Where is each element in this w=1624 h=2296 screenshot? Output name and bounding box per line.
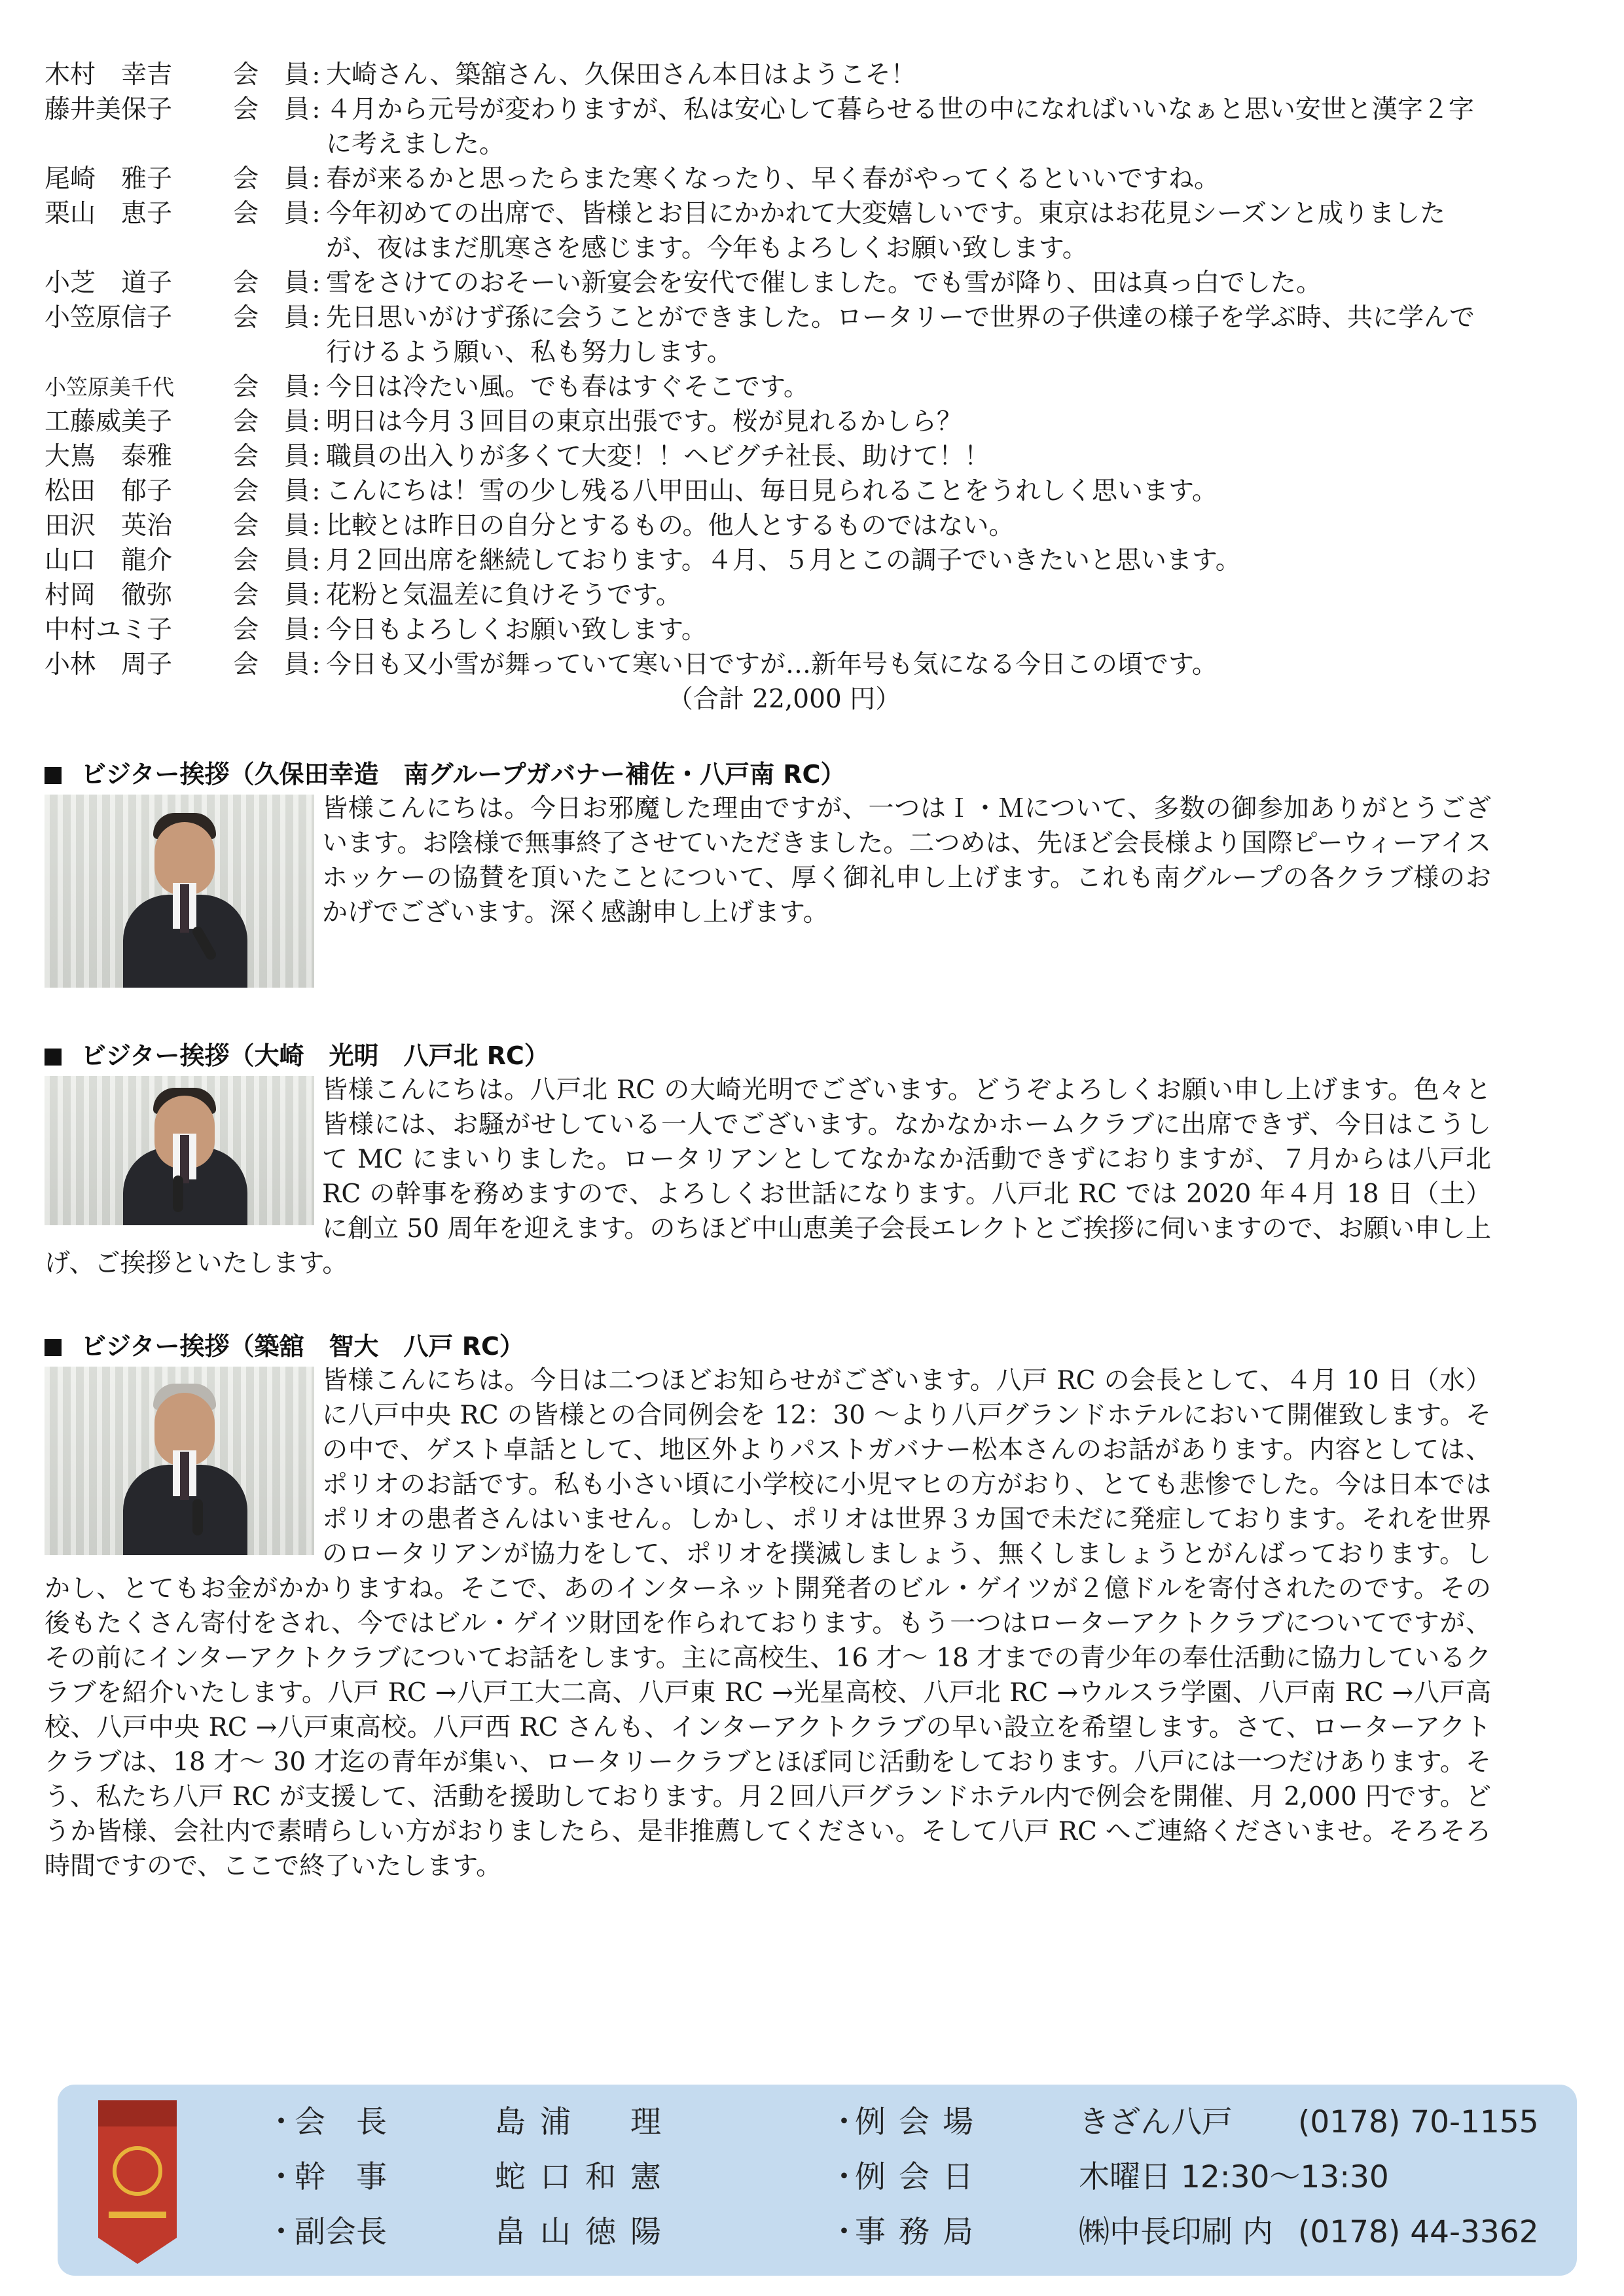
vice-president-name: 畠山徳陽 — [495, 2214, 676, 2250]
separator: : — [312, 164, 321, 194]
greeting-text: 皆様こんにちは。今日お邪魔した理由ですが、一つはＩ・Ｍについて、多数の御参加ありがとうございます。お陰様で無事終了させていただきました。二つめは、先ほど会長様より国際ピーウィーアイスホッケーの協賛を頂いたことについて、厚く御礼申し上げます。これも南グループの各クラブ様のおかげでございます。深く感謝申し上げます。 — [322, 794, 1491, 927]
remark-item — [45, 370, 1491, 404]
member-role: 会 員 — [233, 442, 310, 471]
member-name: 工藤威美子 — [45, 407, 173, 437]
venue-phone: (0178) 70-1155 — [1298, 2104, 1539, 2140]
square-bullet-icon — [45, 767, 62, 784]
remark-item — [45, 266, 1491, 300]
label-venue: 例会場 — [855, 2104, 986, 2140]
member-name: 小芝 道子 — [45, 268, 173, 298]
remark-text: 雪をさけてのおそーい新宴会を安代で催しました。でも雪が降り、田は真っ白でした。 — [326, 268, 1322, 298]
remark-item — [45, 92, 1491, 162]
member-role: 会 員 — [233, 511, 310, 541]
member-name: 小笠原美千代 — [45, 374, 174, 400]
remark-item — [45, 58, 1491, 92]
section-heading-text: ビジター挨拶（大崎 光明 八戸北 RC） — [81, 1041, 549, 1070]
remark-item — [45, 474, 1491, 509]
separator: : — [312, 95, 321, 124]
member-name: 中村ユミ子 — [45, 615, 173, 645]
member-name: 小笠原信子 — [45, 303, 173, 332]
remark-text: 明日は今月３回目の東京出張です。桜が見れるかしら？ — [326, 407, 962, 437]
remark-text: 比較とは昨日の自分とするもの。他人とするものではない。 — [326, 511, 1015, 541]
member-name: 藤井美保子 — [45, 95, 173, 124]
remark-text: ４月から元号が変わりますが、私は安心して暮らせる世の中になればいいなぁと思い安世と漢字２字に考えました。 — [326, 95, 1474, 159]
separator: : — [312, 303, 321, 332]
visitor-greeting-osaki — [45, 1039, 1491, 1281]
label-president: 会 長 — [295, 2104, 387, 2140]
speaker-photo — [45, 795, 314, 988]
member-role: 会 員 — [233, 407, 310, 437]
remark-item — [45, 162, 1491, 196]
member-role: 会 員 — [233, 476, 310, 506]
member-name: 尾崎 雅子 — [45, 164, 173, 194]
separator: : — [312, 199, 321, 228]
bullet: ・ — [829, 2159, 859, 2195]
remark-text: 月２回出席を継続しております。４月、５月とこの調子でいきたいと思います。 — [326, 546, 1241, 575]
member-role: 会 員 — [233, 164, 310, 194]
office-name: ㈱中長印刷 内 — [1079, 2214, 1273, 2250]
member-name: 田沢 英治 — [45, 511, 173, 541]
member-role: 会 員 — [233, 60, 310, 90]
bullet: ・ — [829, 2104, 859, 2140]
section-heading — [45, 1039, 1491, 1073]
footer-row — [58, 2103, 1577, 2142]
total-amount: （合計 22,000 円） — [667, 685, 901, 714]
member-role: 会 員 — [233, 581, 310, 610]
separator: : — [312, 372, 321, 402]
secretary-name: 蛇口和憲 — [495, 2159, 676, 2195]
section-heading — [45, 1329, 1491, 1363]
office-phone: (0178) 44-3362 — [1298, 2214, 1539, 2250]
greeting-text: 皆様こんにちは。八戸北 RC の大崎光明でございます。どうぞよろしくお願い申し上げます。色々と皆様には、お騒がせしている一人でございます。なかなかホームクラブに出席できず、今日はこうして MC にまいりました。ロータリアンとしてなかなか活動できずにおりますが、７月からは八戸北 RC の幹事を務めますので、よろしくお世話になります。八戸北 RC では 2020 年４月 18 日（土）に創立 50 周年を迎えます。のちほど中山恵美子会長エレクトとご挨拶に伺いますので、お願い申し上げ、ご挨拶といたします。 — [45, 1075, 1491, 1278]
bullet: ・ — [266, 2104, 297, 2140]
visitor-greeting-tsukidate — [45, 1329, 1491, 1884]
member-role: 会 員 — [233, 546, 310, 575]
separator: : — [312, 60, 321, 90]
member-role: 会 員 — [233, 650, 310, 679]
remark-text: 職員の出入りが多くて大変！！ヘビグチ社長、助けて！！ — [326, 442, 990, 471]
separator: : — [312, 268, 321, 298]
meeting-day: 木曜日 12:30～13:30 — [1079, 2159, 1389, 2195]
greeting-text: 皆様こんにちは。今日は二つほどお知らせがございます。八戸 RC の会長として、４月 10 日（水）に八戸中央 RC の皆様との合同例会を 12：30 ～より八戸グランドホテルにおいて開催致します。その中で、ゲスト卓話として、地区外よりパストガバナー松本さんのお話があります。内容としては、ポリオのお話です。私も小さい頃に小学校に小児マヒの方がおり、とても悲惨でした。今は日本ではポリオの患者さんはいません。しかし、ポリオは世界３カ国で未だに発症しております。それを世界のロータリアンが協力をして、ポリオを撲滅しましょう、無くしましょうとがんばっております。しかし、とてもお金がかかりますね。そこで、あのインターネット開発者のビル・ゲイツが２億ドルを寄付されたのです。その後もたくさん寄付をされ、今ではビル・ゲイツ財団を作られております。もう一つはローターアクトクラブについてですが、その前にインターアクトクラブについてお話をします。主に高校生、16 才～ 18 才までの青少年の奉仕活動に協力しているクラブを紹介いたします。八戸 RC →八戸工大二高、八戸東 RC →光星高校、八戸北 RC →ウルスラ学園、八戸南 RC →八戸高校、八戸中央 RC →八戸東高校。八戸西 RC さんも、インターアクトクラブの早い設立を希望します。さて、ローターアクトクラブは、18 才～ 30 才迄の青年が集い、ロータリークラブとほぼ同じ活動をしております。八戸には一つだけあります。そう、私たち八戸 RC が支援して、活動を援助しております。月２回八戸グランドホテル内で例会を開催、月 2,000 円です。どうか皆様、会社内で素晴らしい方がおりましたら、是非推薦してください。そして八戸 RC へご連絡くださいませ。そろそろ時間ですので、ここで終了いたします。 — [45, 1366, 1491, 1881]
member-role: 会 員 — [233, 199, 310, 228]
member-role: 会 員 — [233, 95, 310, 124]
label-vice-president: 副会長 — [295, 2214, 387, 2250]
remark-item — [45, 509, 1491, 543]
remark-item — [45, 439, 1491, 474]
remark-text: こんにちは！雪の少し残る八甲田山、毎日見られることをうれしく思います。 — [326, 476, 1218, 506]
remark-item — [45, 647, 1491, 682]
footer-row — [58, 2213, 1577, 2252]
separator: : — [312, 615, 321, 645]
member-name: 大嶌 泰雅 — [45, 442, 173, 471]
remark-item — [45, 578, 1491, 613]
remark-text: 春が来るかと思ったらまた寒くなったり、早く春がやってくるといいですね。 — [326, 164, 1220, 194]
page-content — [45, 58, 1491, 1884]
section-heading — [45, 757, 1491, 791]
separator: : — [312, 407, 321, 437]
member-name: 村岡 徹弥 — [45, 581, 173, 610]
separator: : — [312, 442, 321, 471]
remark-item — [45, 404, 1491, 439]
visitor-greeting-kubota — [45, 757, 1491, 993]
bullet: ・ — [266, 2214, 297, 2250]
remark-text: 先日思いがけず孫に会うことができました。ロータリーで世界の子供達の様子を学ぶ時、共に学んで行けるよう願い、私も努力します。 — [326, 303, 1475, 367]
section-heading-text: ビジター挨拶（久保田幸造 南グループガバナー補佐・八戸南 RC） — [81, 760, 846, 789]
separator: : — [312, 476, 321, 506]
member-name: 木村 幸吉 — [45, 60, 173, 90]
member-role: 会 員 — [233, 615, 310, 645]
venue-name: きざん八戸 — [1079, 2104, 1233, 2140]
remark-item — [45, 196, 1491, 266]
separator: : — [312, 650, 321, 679]
remark-item — [45, 300, 1491, 370]
member-role: 会 員 — [233, 268, 310, 298]
club-info-footer — [58, 2085, 1577, 2276]
speaker-photo — [45, 1367, 314, 1555]
remark-text: 今日もよろしくお願い致します。 — [326, 615, 707, 645]
president-name: 島浦 理 — [495, 2104, 676, 2140]
remark-text: 今年初めての出席で、皆様とお目にかかれて大変嬉しいです。東京はお花見シーズンと成りましたが、夜はまだ肌寒さを感じます。今年もよろしくお願い致します。 — [326, 199, 1446, 263]
separator: : — [312, 546, 321, 575]
member-role: 会 員 — [233, 303, 310, 332]
bullet: ・ — [829, 2214, 859, 2250]
remark-item — [45, 543, 1491, 578]
member-name: 栗山 恵子 — [45, 199, 173, 228]
member-name: 松田 郁子 — [45, 476, 173, 506]
square-bullet-icon — [45, 1339, 62, 1356]
remark-text: 花粉と気温差に負けそうです。 — [326, 581, 681, 610]
separator: : — [312, 511, 321, 541]
remark-text: 大崎さん、築舘さん、久保田さん本日はようこそ！ — [326, 60, 916, 90]
footer-row — [58, 2158, 1577, 2197]
label-meeting-day: 例会日 — [855, 2159, 986, 2195]
remark-text: 今日も又小雪が舞っていて寒い日ですが…新年号も気になる今日この頃です。 — [326, 650, 1218, 679]
remark-item — [45, 613, 1491, 647]
remark-text: 今日は冷たい風。でも春はすぐそこです。 — [326, 372, 809, 402]
label-secretary: 幹 事 — [295, 2159, 387, 2195]
label-office: 事務局 — [855, 2214, 986, 2250]
bullet: ・ — [266, 2159, 297, 2195]
speaker-photo — [45, 1076, 314, 1225]
member-name: 小林 周子 — [45, 650, 173, 679]
member-role: 会 員 — [233, 372, 310, 402]
separator: : — [312, 581, 321, 610]
member-name: 山口 龍介 — [45, 546, 173, 575]
remarks-list — [45, 58, 1491, 682]
square-bullet-icon — [45, 1049, 62, 1066]
section-heading-text: ビジター挨拶（築舘 智大 八戸 RC） — [81, 1332, 524, 1361]
